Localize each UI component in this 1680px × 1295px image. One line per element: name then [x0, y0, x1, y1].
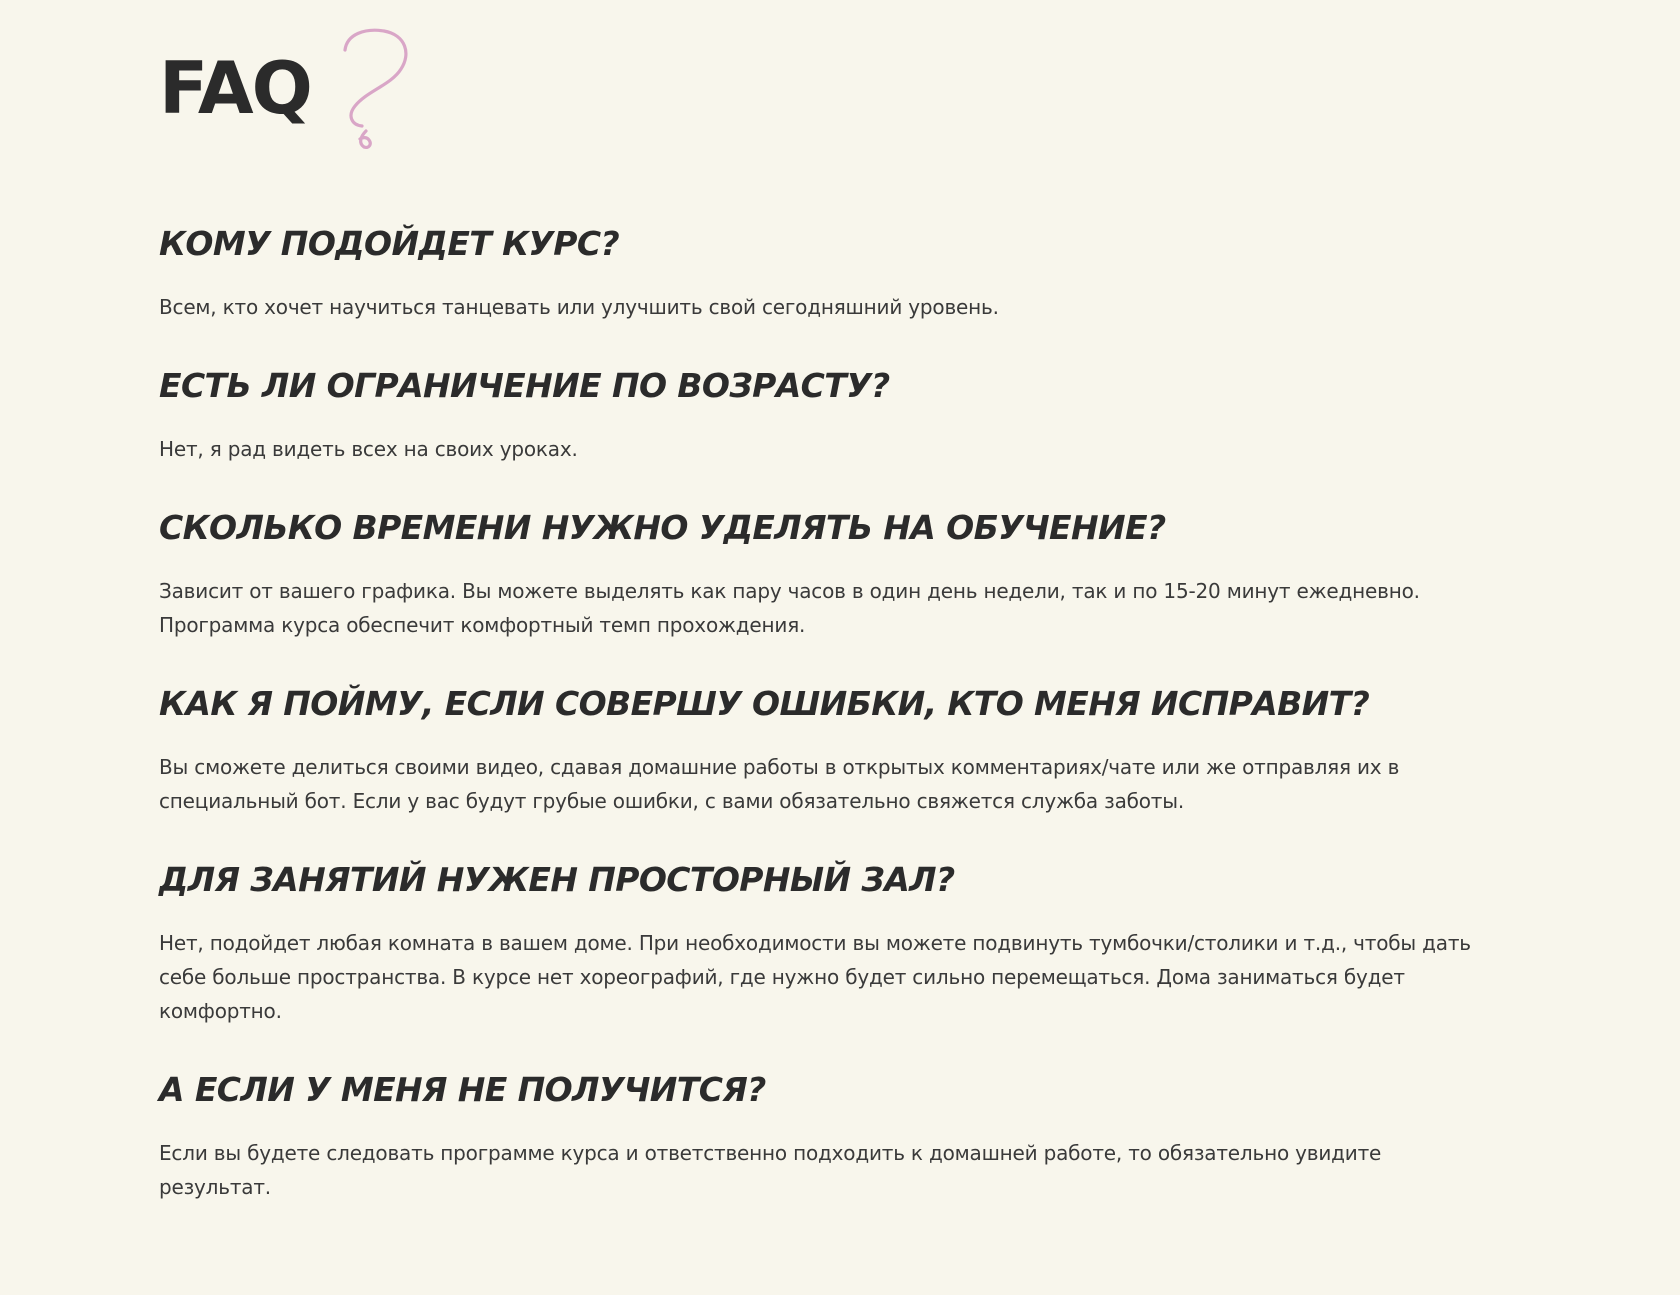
faq-answer: Всем, кто хочет научиться танцевать или улучшить свой сегодняшний уровень. — [159, 295, 999, 319]
faq-answer: Если вы будете следовать программе курса и ответственно подходить к домашней работе, то обязательно увидите результат. — [159, 1141, 1382, 1199]
faq-question: ЕСТЬ ЛИ ОГРАНИЧЕНИЕ ПО ВОЗРАСТУ? — [159, 366, 890, 405]
faq-question: СКОЛЬКО ВРЕМЕНИ НУЖНО УДЕЛЯТЬ НА ОБУЧЕНИЕ? — [159, 508, 1166, 547]
faq-item — [159, 1066, 1489, 1204]
faq-item — [159, 856, 1489, 1028]
faq-item — [159, 680, 1489, 818]
faq-answer: Нет, я рад видеть всех на своих уроках. — [159, 437, 578, 461]
page-title: FAQ — [159, 46, 311, 130]
faq-question: А ЕСЛИ У МЕНЯ НЕ ПОЛУЧИТСЯ? — [159, 1070, 766, 1109]
faq-item — [159, 220, 1489, 324]
faq-answer: Зависит от вашего графика. Вы можете выделять как пару часов в один день недели, так и по 15-20 минут ежедневно. Программа курса обеспечит комфортный темп прохождения. — [159, 579, 1420, 637]
faq-header — [159, 0, 1540, 220]
faq-answer: Вы сможете делиться своими видео, сдавая домашние работы в открытых комментариях/чате или же отправляя их в специальный бот. Если у вас будут грубые ошибки, с вами обязательно свяжется служба заботы. — [159, 755, 1400, 813]
faq-question: КАК Я ПОЙМУ, ЕСЛИ СОВЕРШУ ОШИБКИ, КТО МЕНЯ ИСПРАВИТ? — [159, 684, 1370, 723]
faq-item — [159, 362, 1489, 466]
faq-question: ДЛЯ ЗАНЯТИЙ НУЖЕН ПРОСТОРНЫЙ ЗАЛ? — [159, 860, 955, 899]
question-mark-icon — [329, 28, 419, 163]
faq-item — [159, 504, 1489, 642]
faq-question: КОМУ ПОДОЙДЕТ КУРС? — [159, 224, 620, 263]
faq-answer: Нет, подойдет любая комната в вашем доме. При необходимости вы можете подвинуть тумбочки/столики и т.д., чтобы дать себе больше пространства. В курсе нет хореографий, где нужно будет сильно перемещаться. Дома заниматься будет комфортно. — [159, 931, 1471, 1023]
faq-list — [159, 220, 1489, 1204]
